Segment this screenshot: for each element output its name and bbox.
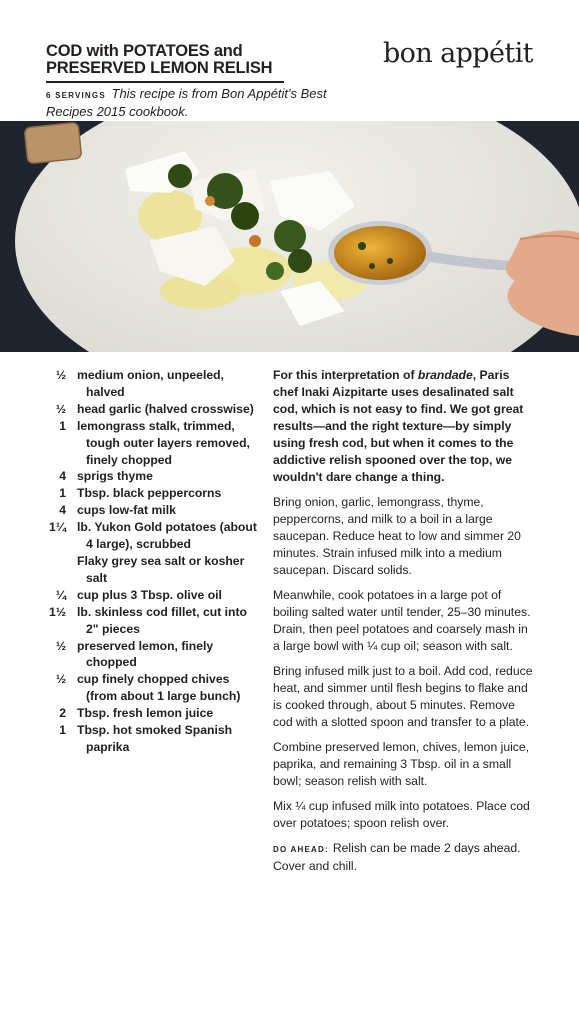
ingredient-text: lb. skinless cod fillet, cut into 2" pieces [77,604,247,636]
ingredient-qty: ½ [55,401,66,416]
recipe-intro: For this interpretation of brandade, Paris chef Inaki Aizpitarte uses desalinated salt cod, which is not easy to find. We got great results—and the right texture—by simply using fresh cod, but when it comes to the addictive relish spooned over the top, we wouldn't dare change a thing. [273,368,524,484]
method-step: Mix ¼ cup infused milk into potatoes. Place cod over potatoes; spoon relish over. [273,799,530,830]
ingredient-text: head garlic (halved crosswise) [77,401,254,416]
intro-italic: brandade [417,368,473,382]
do-ahead-label: DO AHEAD: [273,845,329,854]
title-line-1: COD with POTATOES and [46,42,243,60]
ingredient-item [46,401,261,418]
ingredient-item [46,722,261,756]
ingredient-item [46,553,261,587]
ingredient-qty: ½ [55,672,66,687]
ingredient-text: lb. Yukon Gold potatoes (about 4 large), scrubbed [77,520,257,552]
ingredient-text: Tbsp. black peppercorns [77,486,222,501]
ingredient-text: preserved lemon, finely chopped [77,638,214,670]
ingredient-item [46,638,261,672]
ingredient-list [46,367,261,756]
ingredient-item [46,705,261,722]
method-step: Meanwhile, cook potatoes in a large pot of boiling salted water until tender, 25–30 minutes. Drain, then peel potatoes and coarsely mash in a large bowl with ¼ cup oil; season with salt. [273,588,531,653]
ingredient-item [46,468,261,485]
ingredient-qty: ½ [55,368,66,382]
do-ahead-text: Relish can be made 2 days ahead. Cover and chill. [273,841,521,873]
ingredient-text: cups low-fat milk [77,503,176,518]
ingredient-qty: 1¼ [49,520,66,535]
ingredient-text: medium onion, unpeeled, halved [77,368,224,399]
ingredient-item [46,587,261,604]
ingredient-text: Tbsp. fresh lemon juice [77,706,214,721]
ingredient-item [46,367,261,401]
ingredient-qty: 1 [59,723,66,738]
ingredient-text: Tbsp. hot smoked Spanish paprika [77,723,233,754]
method-step: Combine preserved lemon, chives, lemon juice, paprika, and remaining 3 Tbsp. oil in a small bowl; season relish with salt. [273,740,530,788]
dish-photo [0,121,579,352]
ingredient-text: Flaky grey sea salt or kosher salt [77,553,245,585]
method-step: Bring infused milk just to a boil. Add cod, reduce heat, and simmer until flesh begins to flake and is cooked through, about 5 minutes. Remove cod with a slotted spoon and transfer to a plate. [273,664,533,729]
ingredient-item [46,418,261,469]
brand-logo: bon appétit [383,38,533,69]
ingredient-qty: 1 [59,486,66,501]
source-note: This recipe is from Bon Appétit's Best Recipes 2015 cookbook. [46,86,327,119]
ingredient-item [46,519,261,553]
ingredient-item [46,485,261,502]
title-line-2: PRESERVED LEMON RELISH [46,59,273,77]
ingredient-qty: 1½ [49,604,66,619]
ingredient-text: cup finely chopped chives (from about 1 large bunch) [77,672,241,704]
ingredient-qty: 2 [59,706,66,721]
ingredient-item [46,502,261,519]
ingredient-text: cup plus 3 Tbsp. olive oil [77,587,222,602]
method-step: Bring onion, garlic, lemongrass, thyme, peppercorns, and milk to a boil in a large saucepan. Reduce heat to low and simmer 20 minutes. Strain infused milk into a medium saucepan. Discard solids. [273,495,521,577]
ingredient-qty: 4 [59,503,66,518]
ingredient-qty: 4 [59,469,66,484]
ingredient-qty: ¼ [55,587,66,602]
ingredient-item [46,671,261,705]
servings-label: 6 SERVINGS [46,91,106,100]
recipe-title [46,43,288,77]
ingredient-text: lemongrass stalk, trimmed, tough outer layers removed, finely chopped [77,418,250,467]
do-ahead-note [273,840,535,875]
ingredient-text: sprigs thyme [77,469,153,484]
method-text [273,367,535,883]
title-underline [46,81,284,83]
ingredient-qty: 1 [59,418,66,433]
ingredient-qty: ½ [55,638,66,653]
ingredient-item [46,604,261,638]
recipe-subline [46,86,336,120]
